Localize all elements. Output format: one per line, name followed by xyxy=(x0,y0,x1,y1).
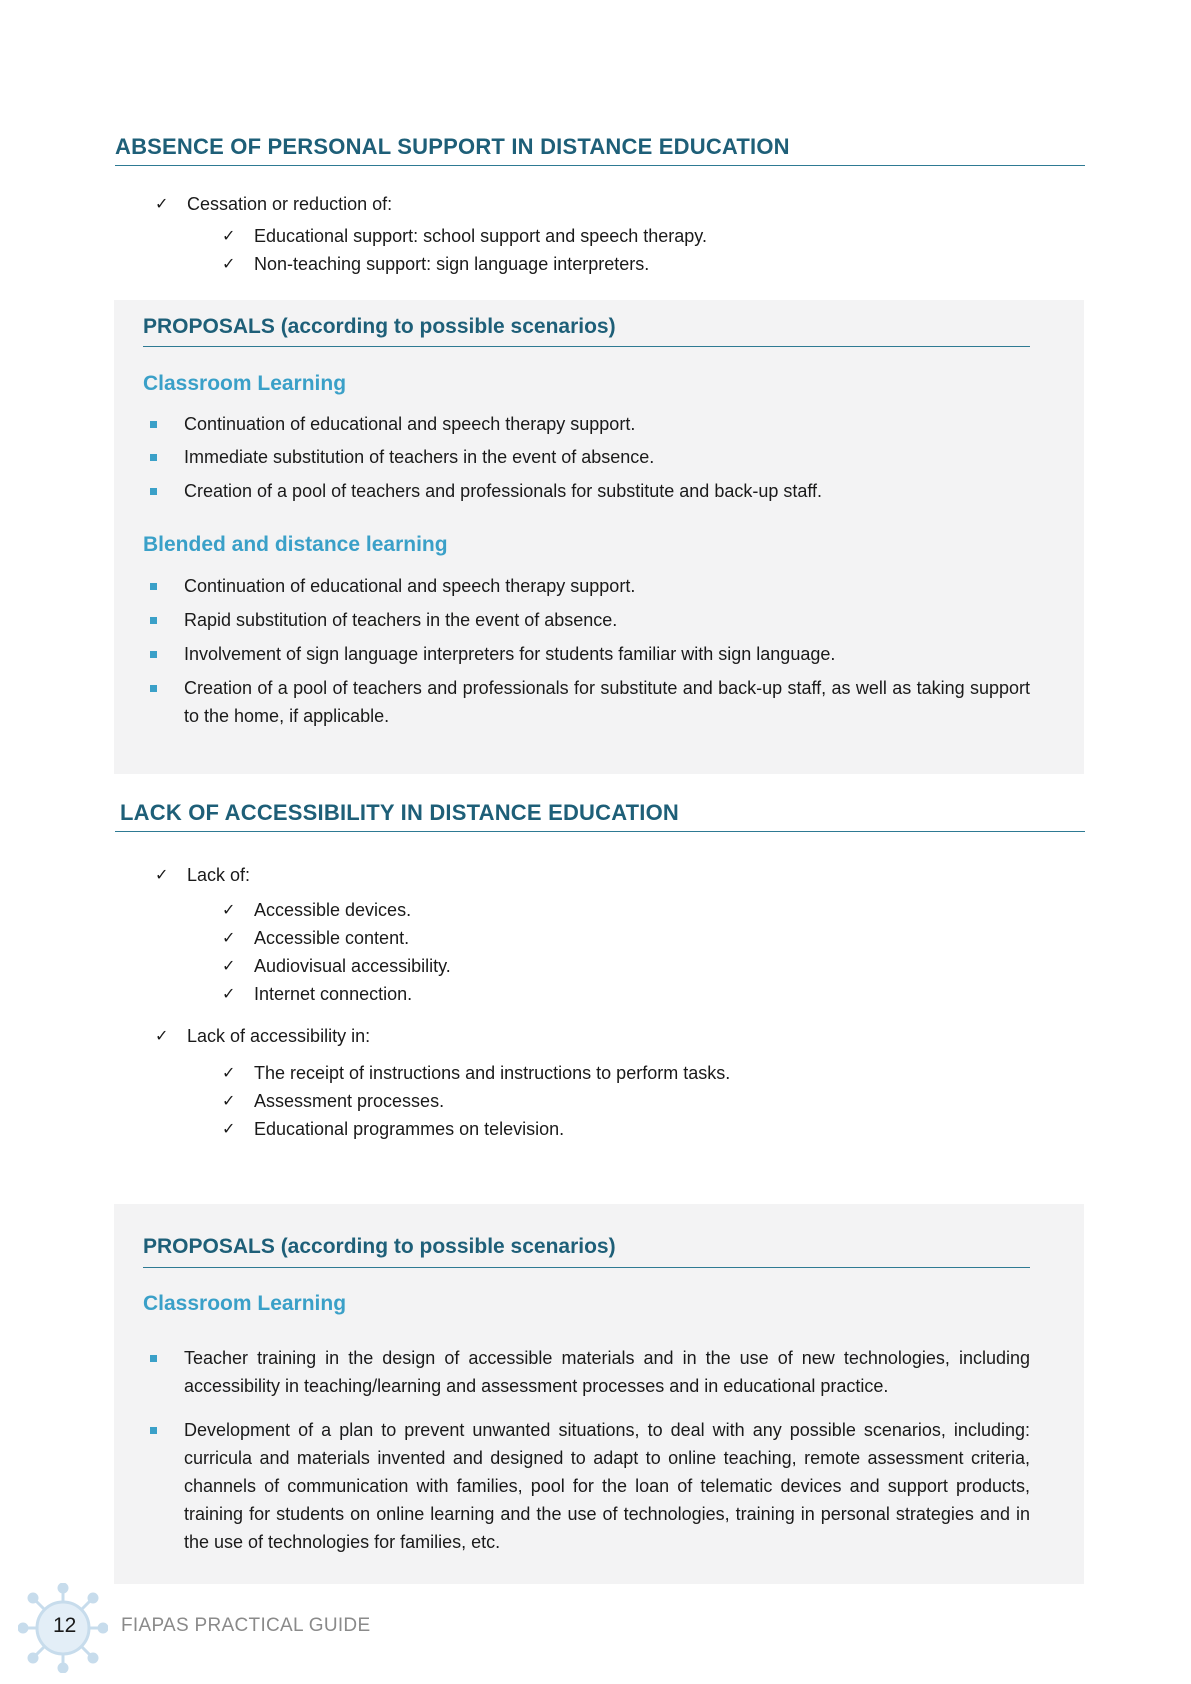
list-item: Development of a plan to prevent unwanted situations, to deal with any possible scenarios, including: curricula and materials invented and designed to adapt to online teaching, remote assessment criteria, channels of communication with families, pool for the loan of telematic devices and support products, training for students on online learning and the use of technologies, training in personal strategies and in the use of technologies for families, etc. xyxy=(150,1416,1030,1556)
list-item: Creation of a pool of teachers and professionals for substitute and back-up staff. xyxy=(150,477,1030,505)
check-subitem: ✓ Educational support: school support and speech therapy. xyxy=(222,226,707,246)
check-item: ✓ Cessation or reduction of: xyxy=(155,194,393,214)
check-subitem: ✓ Internet connection. xyxy=(222,984,413,1004)
section-title-accessibility: LACK OF ACCESSIBILITY IN DISTANCE EDUCATION xyxy=(120,800,680,825)
proposals-title: PROPOSALS (according to possible scenarios) xyxy=(143,315,616,338)
subsection-title-blended: Blended and distance learning xyxy=(143,533,448,556)
section-divider xyxy=(115,831,1085,832)
list-item: Teacher training in the design of accessible materials and in the use of new technologies, including accessibility in teaching/learning and assessment processes and in educational practice. xyxy=(150,1344,1030,1400)
checkmark-icon: ✓ xyxy=(155,1026,169,1045)
check-subitem: ✓ Educational programmes on television. xyxy=(222,1119,565,1139)
check-subitem: ✓ Accessible devices. xyxy=(222,900,412,920)
list-item: Immediate substitution of teachers in the event of absence. xyxy=(150,443,1030,471)
list-item: Rapid substitution of teachers in the event of absence. xyxy=(150,606,1030,634)
checkmark-icon: ✓ xyxy=(222,928,236,947)
checkmark-icon: ✓ xyxy=(222,1119,236,1138)
subsection-title-classroom: Classroom Learning xyxy=(143,1292,347,1315)
square-bullet-icon xyxy=(150,617,157,624)
check-item: ✓ Lack of: xyxy=(155,865,251,885)
checkmark-icon: ✓ xyxy=(222,956,236,975)
section-title-personal-support: ABSENCE OF PERSONAL SUPPORT IN DISTANCE EDUCATION xyxy=(115,134,790,159)
footer-guide-title: FIAPAS PRACTICAL GUIDE xyxy=(121,1615,371,1636)
square-bullet-icon xyxy=(150,488,157,495)
list-item: Involvement of sign language interpreters for students familiar with sign language. xyxy=(150,640,1030,668)
square-bullet-icon xyxy=(150,1427,157,1434)
square-bullet-icon xyxy=(150,685,157,692)
square-bullet-icon xyxy=(150,421,157,428)
check-subitem: ✓ Accessible content. xyxy=(222,928,410,948)
checkmark-icon: ✓ xyxy=(222,1091,236,1110)
checkmark-icon: ✓ xyxy=(222,254,236,273)
checkmark-icon: ✓ xyxy=(222,984,236,1003)
subsection-title-classroom: Classroom Learning xyxy=(143,372,347,395)
proposals-divider xyxy=(143,1267,1030,1268)
checkmark-icon: ✓ xyxy=(155,194,169,213)
check-item: ✓ Lack of accessibility in: xyxy=(155,1026,371,1046)
checkmark-icon: ✓ xyxy=(222,1063,236,1082)
proposals-title: PROPOSALS (according to possible scenarios) xyxy=(143,1235,616,1258)
list-item: Continuation of educational and speech therapy support. xyxy=(150,410,1030,438)
check-subitem: ✓ The receipt of instructions and instructions to perform tasks. xyxy=(222,1063,731,1083)
checkmark-icon: ✓ xyxy=(222,226,236,245)
list-item: Creation of a pool of teachers and professionals for substitute and back-up staff, as well as taking support to the home, if applicable. xyxy=(150,674,1030,730)
page-number: 12 xyxy=(53,1614,77,1637)
check-subitem: ✓ Non-teaching support: sign language interpreters. xyxy=(222,254,650,274)
square-bullet-icon xyxy=(150,583,157,590)
checkmark-icon: ✓ xyxy=(222,900,236,919)
proposals-divider xyxy=(143,346,1030,347)
square-bullet-icon xyxy=(150,1355,157,1362)
square-bullet-icon xyxy=(150,651,157,658)
checkmark-icon: ✓ xyxy=(155,865,169,884)
square-bullet-icon xyxy=(150,454,157,461)
list-item: Continuation of educational and speech therapy support. xyxy=(150,572,1030,600)
section-divider xyxy=(115,165,1085,166)
check-subitem: ✓ Assessment processes. xyxy=(222,1091,445,1111)
check-subitem: ✓ Audiovisual accessibility. xyxy=(222,956,451,976)
